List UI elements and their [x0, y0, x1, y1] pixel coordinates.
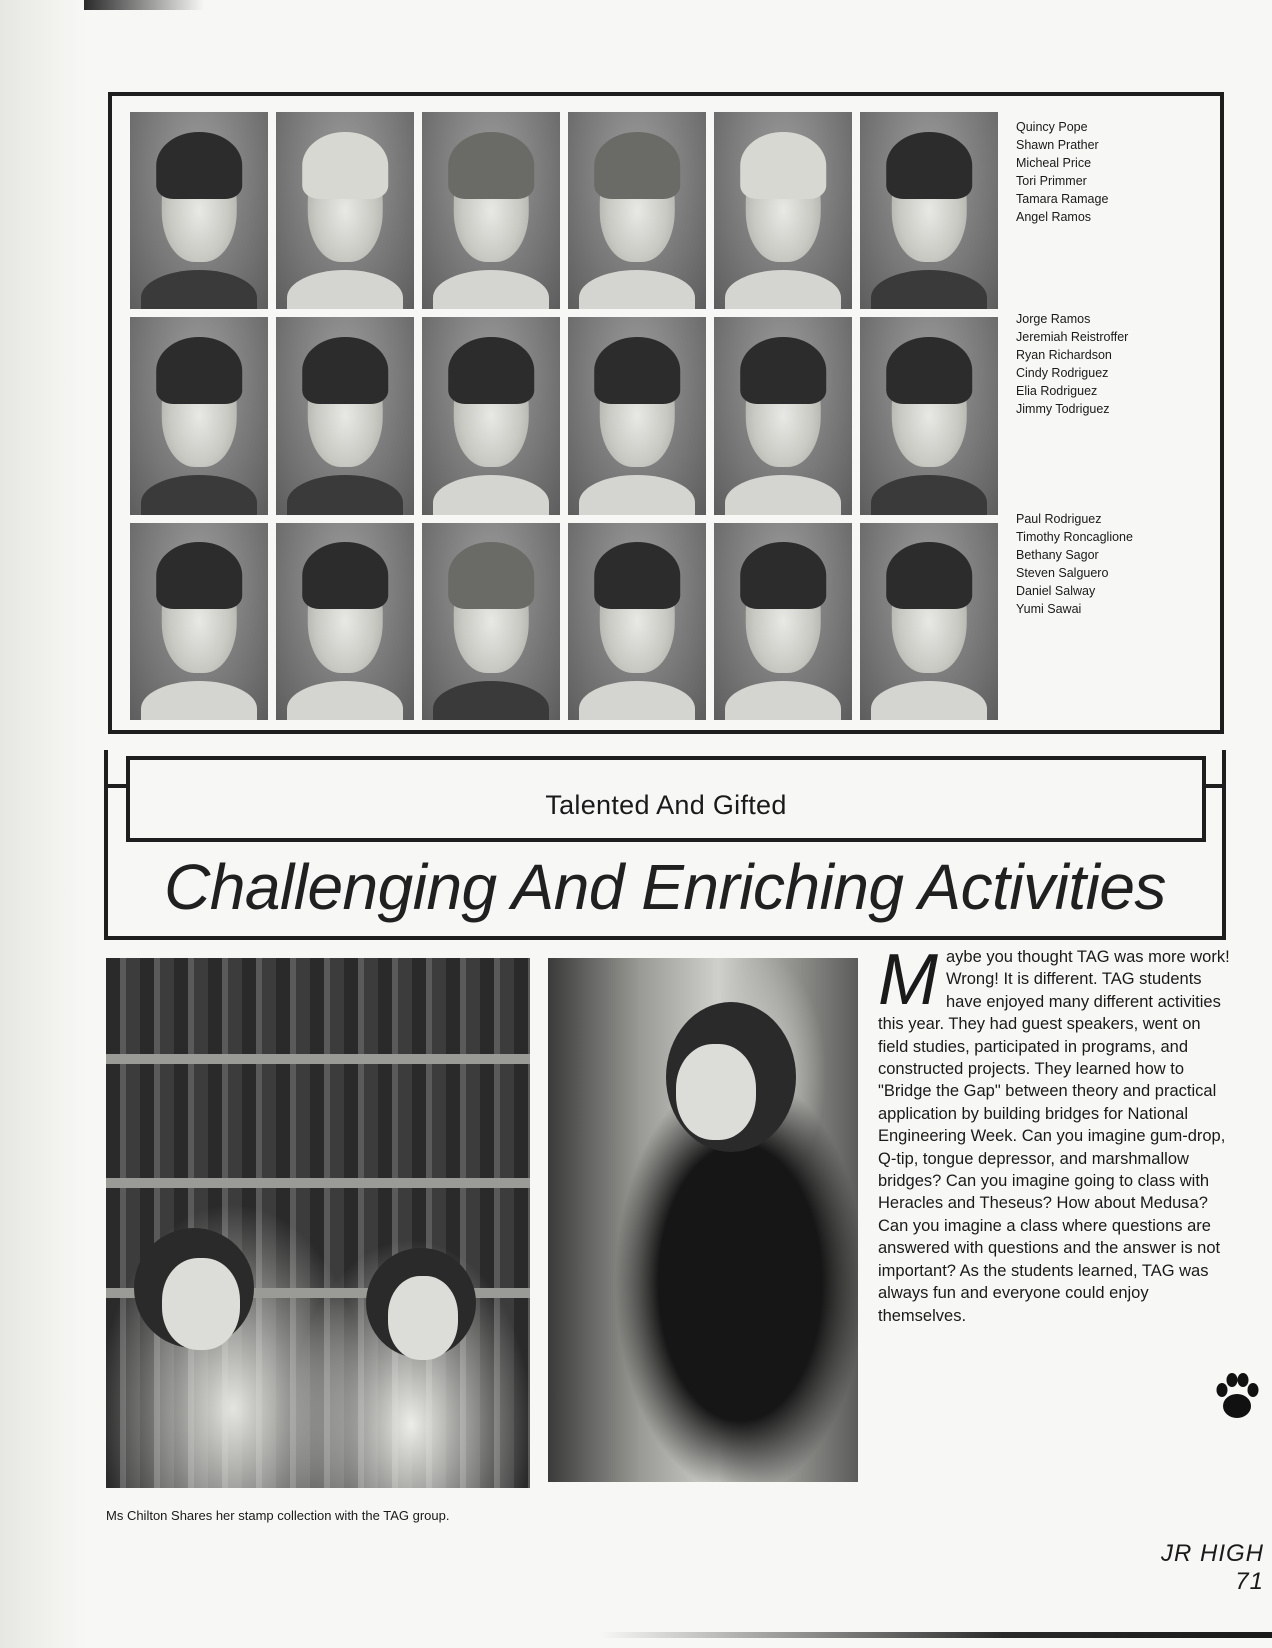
portrait-photo: [422, 112, 560, 309]
portrait-photo: [130, 523, 268, 720]
bookshelf: [106, 1054, 530, 1064]
portrait-photo: [860, 112, 998, 309]
portrait-photo: [860, 317, 998, 514]
scan-bottom-edge: [600, 1632, 1272, 1638]
page-binding-edge: [0, 0, 88, 1648]
student-name: Tamara Ramage: [1016, 192, 1109, 206]
scan-shadow: [84, 0, 204, 10]
student-name: Quincy Pope: [1016, 120, 1088, 134]
portrait-photo: [422, 317, 560, 514]
article-body: [878, 940, 1230, 1327]
student-figure: [388, 1276, 458, 1360]
student-name: Tori Primmer: [1016, 174, 1087, 188]
student-name: Jorge Ramos: [1016, 312, 1091, 326]
portrait-photo: [568, 523, 706, 720]
portrait-photo: [276, 112, 414, 309]
subhead-box: [126, 756, 1206, 842]
portrait-photo: [860, 523, 998, 720]
student-name: Angel Ramos: [1016, 210, 1092, 224]
portrait-photo: [568, 317, 706, 514]
candid-photo-teacher: [548, 958, 858, 1482]
student-figure: [162, 1258, 240, 1350]
name-list: [1016, 310, 1196, 418]
student-name: Daniel Salway: [1016, 584, 1096, 598]
portrait-photo: [130, 317, 268, 514]
student-name: Yumi Sawai: [1016, 602, 1082, 616]
name-list: [1016, 118, 1196, 226]
portrait-photo: [714, 317, 852, 514]
student-name: Paul Rodriguez: [1016, 512, 1102, 526]
photo-caption: Ms Chilton Shares her stamp collection with the TAG group.: [106, 1508, 450, 1523]
student-name: Steven Salguero: [1016, 566, 1109, 580]
page-folio: JR HIGH 71: [1161, 1540, 1264, 1595]
portrait-grid: [130, 112, 998, 720]
portrait-photo: [714, 112, 852, 309]
student-name: Jimmy Todriguez: [1016, 402, 1110, 416]
student-name: Shawn Prather: [1016, 138, 1099, 152]
teacher-figure: [676, 1044, 756, 1140]
student-name: Micheal Price: [1016, 156, 1092, 170]
student-name: Bethany Sagor: [1016, 548, 1099, 562]
name-list: [1016, 510, 1196, 618]
portrait-photo: [276, 523, 414, 720]
portrait-photo: [422, 523, 560, 720]
portrait-photo: [714, 523, 852, 720]
page-title: Challenging And Enriching Activities: [164, 851, 1166, 923]
drop-cap: M: [878, 940, 938, 1020]
section-subhead: Talented And Gifted: [545, 790, 787, 820]
student-name: Timothy Roncaglione: [1016, 530, 1133, 544]
student-name: Ryan Richardson: [1016, 348, 1112, 362]
portrait-photo: [130, 112, 268, 309]
candid-photo-students: [106, 958, 530, 1488]
bookshelf: [106, 1178, 530, 1188]
article-text: aybe you thought TAG was more work! Wrong! It is different. TAG students have enjoyed many different activities this year. They had guest speakers, went on field studies, participated in programs, and constructed projects. They learned how to "Bridge the Gap" between theory and practical application by building bridges for National Engineering Week. Can you imagine gum-drop, Q-tip, tongue depressor, and marshmallow bridges? Can you imagine going to class with Heracles and Theseus? How about Medusa? Can you imagine a class where questions are answered with questions and the answer is not important? As the students learned, TAG was always fun and everyone could enjoy themselves.: [878, 948, 1230, 1325]
paw-print-icon: [1212, 1368, 1262, 1422]
portrait-photo: [568, 112, 706, 309]
student-name: Jeremiah Reistroffer: [1016, 330, 1129, 344]
student-name: Elia Rodriguez: [1016, 384, 1098, 398]
portrait-photo: [276, 317, 414, 514]
student-name: Cindy Rodriguez: [1016, 366, 1109, 380]
